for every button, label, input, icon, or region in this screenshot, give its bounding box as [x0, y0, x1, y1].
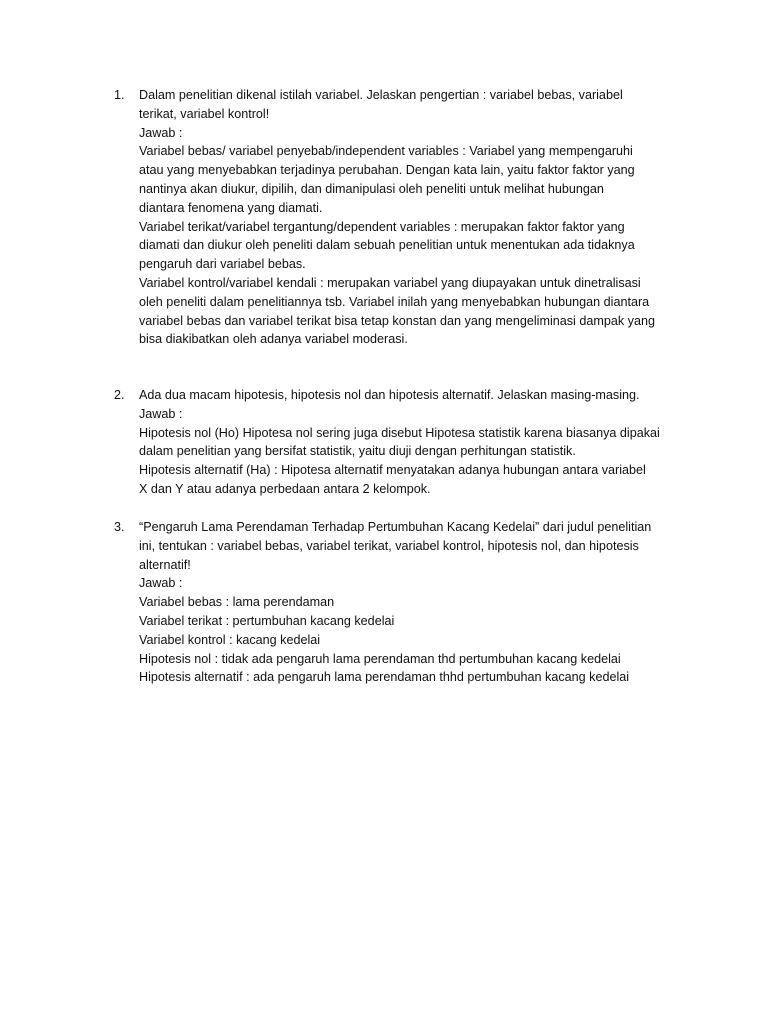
text-line: atau yang menyebabkan terjadinya perubahan. Dengan kata lain, yaitu faktor faktor yang [139, 163, 635, 178]
text-line: Variabel bebas : lama perendaman [139, 595, 335, 610]
text-line: Hipotesis alternatif (Ha) : Hipotesa alternatif menyatakan adanya hubungan antara variabel [139, 463, 646, 478]
text-line: ini, tentukan : variabel bebas, variabel terikat, variabel kontrol, hipotesis nol, dan hipotesis [139, 538, 639, 553]
text-line: Dalam penelitian dikenal istilah variabel. Jelaskan pengertian : variabel bebas, variabel [139, 88, 623, 102]
question-number: 2. [114, 388, 125, 402]
text-line: Hipotesis nol : tidak ada pengaruh lama perendaman thd pertumbuhan kacang kedelai [139, 651, 621, 666]
question-number: 1. [114, 88, 125, 102]
text-line: terikat, variabel kontrol! [139, 106, 270, 121]
text-line: pengaruh dari variabel bebas. [139, 257, 306, 272]
text-line: Ada dua macam hipotesis, hipotesis nol dan hipotesis alternatif. Jelaskan masing-masing. [139, 388, 640, 402]
answer-label: Jawab : [139, 576, 183, 591]
text-line: Variabel terikat : pertumbuhan kacang kedelai [139, 613, 395, 628]
text-line: alternatif! [139, 557, 191, 572]
text-line: X dan Y atau adanya perbedaan antara 2 kelompok. [139, 481, 431, 496]
text-line: “Pengaruh Lama Perendaman Terhadap Pertumbuhan Kacang Kedelai” dari judul penelitian [139, 520, 652, 534]
answer-label: Jawab : [139, 406, 183, 421]
text-line: variabel bebas dan variabel terikat bisa tetap konstan dan yang mengeliminasi dampak yang [139, 313, 655, 328]
text-line: bisa diakibatkan oleh adanya variabel moderasi. [139, 332, 408, 347]
text-line: Hipotesis alternatif : ada pengaruh lama perendaman thhd pertumbuhan kacang kedelai [139, 670, 630, 685]
text-line: dalam penelitian yang bersifat statistik, yaitu diuji dengan perhitungan statistik. [139, 444, 576, 459]
text-line: Variabel kontrol/variabel kendali : merupakan variabel yang diupayakan untuk dinetralisasi [139, 275, 641, 290]
text-line: Variabel kontrol : kacang kedelai [139, 632, 321, 647]
text-line: diamati dan diukur oleh peneliti dalam sebuah penelitian untuk menentukan ada tidaknya [139, 238, 635, 253]
question-text [139, 86, 679, 349]
text-line: diantara fenomena yang diamati. [139, 200, 323, 215]
question-text [139, 518, 679, 687]
answer-label: Jawab : [139, 125, 183, 140]
text-line: oleh peneliti dalam penelitiannya tsb. Variabel inilah yang menyebabkan hubungan diantara [139, 294, 650, 309]
text-line: nantinya akan diukur, dipilih, dan dimanipulasi oleh peneliti untuk melihat hubungan [139, 181, 604, 196]
text-line: Variabel terikat/variabel tergantung/dependent variables : merupakan faktor faktor yang [139, 219, 625, 234]
question-number: 3. [114, 520, 125, 534]
text-line: Hipotesis nol (Ho) Hipotesa nol sering juga disebut Hipotesa statistik karena biasanya dipakai [139, 425, 660, 440]
text-line: Variabel bebas/ variabel penyebab/independent variables : Variabel yang mempengaruhi [139, 144, 633, 159]
question-text [139, 386, 679, 499]
